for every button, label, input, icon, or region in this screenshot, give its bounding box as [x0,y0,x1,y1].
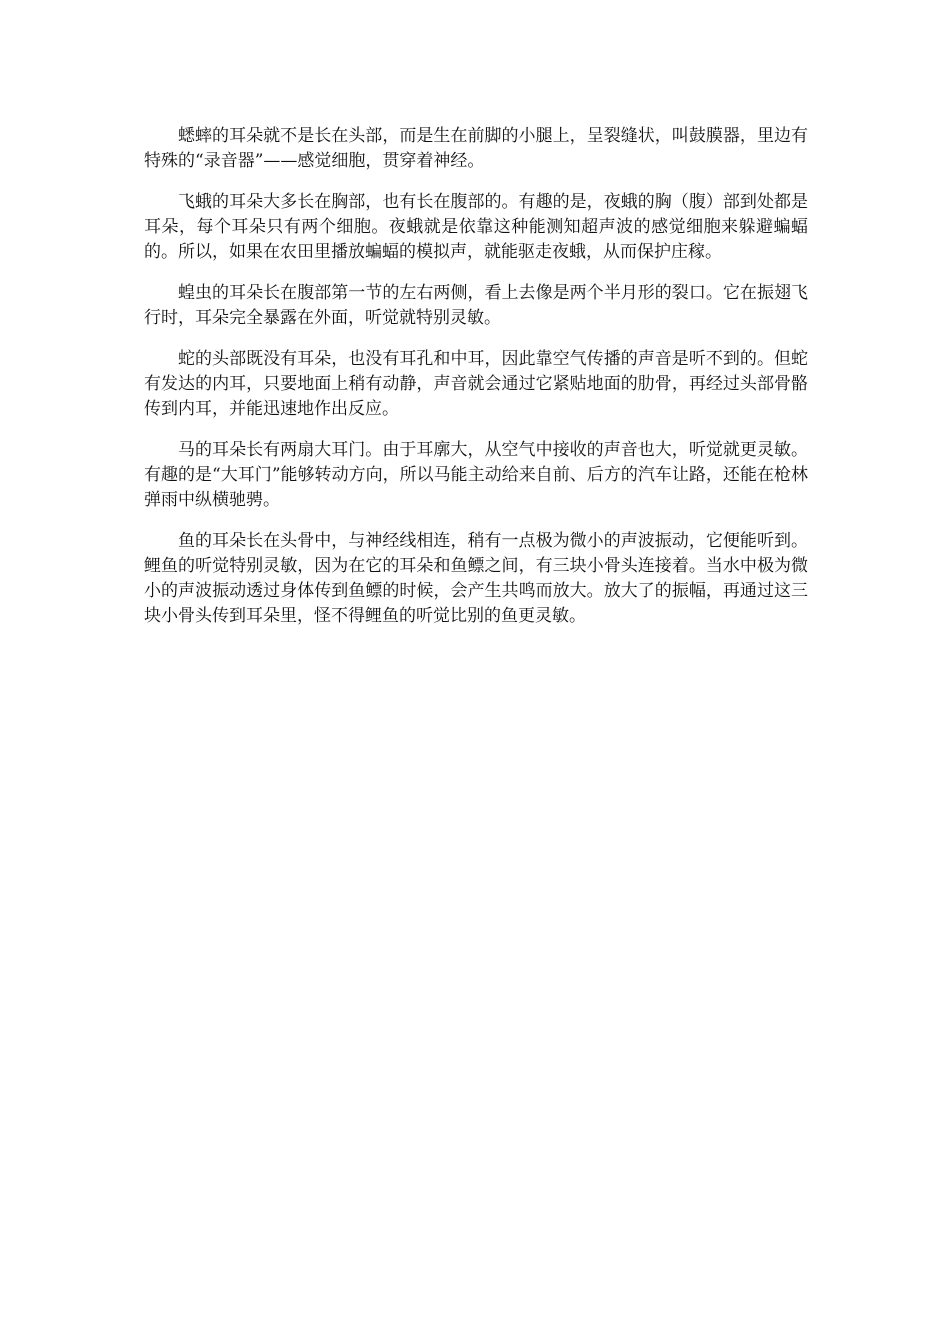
paragraph-moth-ears: 飞蛾的耳朵大多长在胸部，也有长在腹部的。有趣的是，夜蛾的胸（腹）部到处都是耳朵，每个耳朵只有两个细胞。夜蛾就是依靠这种能测知超声波的感觉细胞来躲避蝙蝠的。所以，如果在农田里播放蝙蝠的模拟声，就能驱走夜蛾，从而保护庄稼。 [144,192,808,262]
paragraph-locust-ears: 蝗虫的耳朵长在腹部第一节的左右两侧，看上去像是两个半月形的裂口。它在振翅飞行时，耳朵完全暴露在外面，听觉就特别灵敏。 [144,283,808,328]
paragraph-cricket-ears: 蟋蟀的耳朵就不是长在头部，而是生在前脚的小腿上，呈裂缝状，叫鼓膜器，里边有特殊的“录音器”——感觉细胞，贯穿着神经。 [144,126,808,171]
document-body [144,124,808,645]
paragraph-fish-ears: 鱼的耳朵长在头骨中，与神经线相连，稍有一点极为微小的声波振动，它便能听到。鲤鱼的听觉特别灵敏，因为在它的耳朵和鱼鳔之间，有三块小骨头连接着。当水中极为微小的声波振动透过身体传到鱼鳔的时候，会产生共鸣而放大。放大了的振幅，再通过这三块小骨头传到耳朵里，怪不得鲤鱼的听觉比别的鱼更灵敏。 [144,531,808,626]
paragraph-snake-ears: 蛇的头部既没有耳朵，也没有耳孔和中耳，因此靠空气传播的声音是听不到的。但蛇有发达的内耳，只要地面上稍有动静，声音就会通过它紧贴地面的肋骨，再经过头部骨骼传到内耳，并能迅速地作出反应。 [144,349,808,419]
paragraph-horse-ears: 马的耳朵长有两扇大耳门。由于耳廓大，从空气中接收的声音也大，听觉就更灵敏。有趣的是“大耳门”能够转动方向，所以马能主动给来自前、后方的汽车让路，还能在枪林弹雨中纵横驰骋。 [144,440,808,510]
